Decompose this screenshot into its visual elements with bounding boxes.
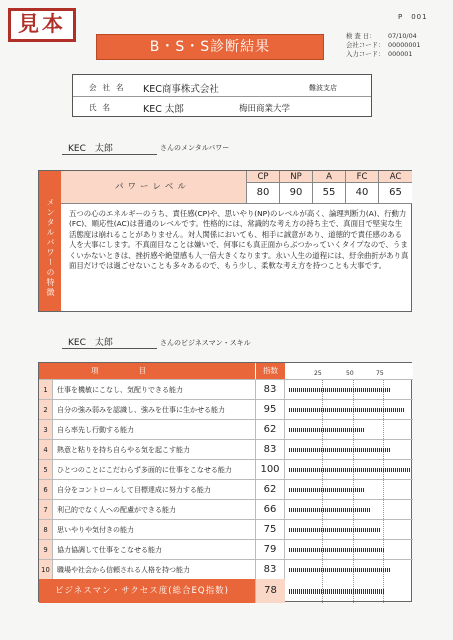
skill-row [39, 399, 413, 419]
skills-header-scale [285, 363, 413, 379]
skill-bar [289, 528, 381, 532]
school-name: 梅田商業大学 [239, 104, 291, 114]
skill-index-value: 83 [255, 380, 285, 400]
mental-section-title: さんのメンタルパワー [160, 144, 230, 152]
skill-number: 7 [39, 500, 53, 520]
mental-power-panel [38, 170, 412, 312]
report-title: B・S・S診断結果 [96, 34, 324, 60]
mental-person-name: KEC 太郎 [62, 141, 157, 155]
page-number: P 001 [398, 13, 428, 21]
power-header-cp: CP [247, 171, 280, 183]
total-eq-value: 78 [255, 579, 285, 603]
company-row [73, 77, 371, 97]
meta-label: 入力コード： [346, 50, 385, 58]
skill-number: 1 [39, 380, 53, 400]
meta-block [346, 32, 421, 59]
skill-index-value: 83 [255, 560, 285, 580]
total-eq-label: ビジネスマン・サクセス度(総合EQ指数) [39, 579, 255, 603]
skill-number: 5 [39, 460, 53, 480]
power-level-table [247, 171, 412, 203]
power-header-fc: FC [346, 171, 379, 183]
total-eq-row [39, 579, 413, 603]
meta-row-date [346, 32, 421, 41]
name-row [73, 97, 371, 117]
skills-section-title: さんのビジネスマン・スキル [160, 339, 251, 347]
skill-row [39, 379, 413, 399]
name-label: 氏名 [89, 103, 116, 112]
power-value-np: 90 [280, 183, 313, 203]
skill-row [39, 419, 413, 439]
skill-label: 思いやりや気付きの能力 [57, 526, 134, 534]
skill-index-value: 62 [255, 420, 285, 440]
power-value-fc: 40 [346, 183, 379, 203]
meta-label: 検 査 日： [346, 32, 376, 40]
skill-row [39, 559, 413, 579]
skill-number: 8 [39, 520, 53, 540]
scale-tick-75: 75 [376, 370, 384, 377]
skill-index-value: 62 [255, 480, 285, 500]
skill-index-value: 66 [255, 500, 285, 520]
skill-bar [289, 468, 411, 472]
skill-bar [289, 508, 370, 512]
sample-stamp: 見本 [8, 8, 76, 42]
mental-description: 五つの心のエネルギーのうち、責任感(CP)や、思いやり(NP)のレベルが高く、論理判断力(A)、行動力(FC)、順応性(AC)は普通のレベルです。性格的には、常識的な考え方の持ち主で、真面目で堅実な生活態度は崩れることがありません。対人関係においても、相手に誠意があり、道徳的で責任感のある人を大事にします。不真面目なことは嫌いで、何事にも真正面からぶつかっていくタイプなので、うまくいかないときは、挫折感や絶望感も人一倍大きくなります。永い人生の道程には、紆余曲折があり真面目だけでは過ごせないことも多々あるので、もう少し、柔軟な考え方を持つことも大事です。 [69, 209, 409, 271]
skill-index-value: 83 [255, 440, 285, 460]
skill-row [39, 499, 413, 519]
skills-person-name: KEC 太郎 [62, 335, 157, 349]
skill-row [39, 519, 413, 539]
skill-bar [289, 428, 365, 432]
skill-number: 2 [39, 400, 53, 420]
skill-label: 仕事を機敏にこなし、気配りできる能力 [57, 386, 183, 394]
skill-index-value: 95 [255, 400, 285, 420]
power-separator [61, 203, 412, 204]
meta-value: 00000001 [388, 41, 421, 49]
skill-label: 協力協調して仕事をこなせる能力 [57, 546, 162, 554]
power-header-a: A [313, 171, 346, 183]
skill-number: 3 [39, 420, 53, 440]
skills-header-index: 指数 [255, 363, 285, 379]
skill-index-value: 79 [255, 540, 285, 560]
total-eq-bar [289, 589, 384, 594]
skill-index-value: 75 [255, 520, 285, 540]
branch-name: 難波支店 [309, 84, 337, 92]
skills-header-item: 項目 [39, 363, 255, 379]
skill-label: 職場や社会から信頼される人格を持つ能力 [57, 566, 190, 574]
power-value-a: 55 [313, 183, 346, 203]
skill-bar [289, 448, 390, 452]
skill-number: 6 [39, 480, 53, 500]
power-value-ac: 65 [379, 183, 412, 203]
candidate-info-box [72, 74, 372, 117]
skill-number: 9 [39, 540, 53, 560]
power-header-np: NP [280, 171, 313, 183]
meta-row-company-code [346, 41, 421, 50]
skill-label: 自ら率先し行動する能力 [57, 426, 134, 434]
power-value-cp: 80 [247, 183, 280, 203]
meta-value: 07/10/04 [388, 32, 417, 40]
skill-label: 熱意と粘りを持ち自らやる気を起こす能力 [57, 446, 190, 454]
business-skills-table [38, 362, 412, 602]
power-header-ac: AC [379, 171, 412, 183]
skill-row [39, 539, 413, 559]
skill-number: 4 [39, 440, 53, 460]
person-name: KEC 太郎 [143, 104, 184, 115]
skill-label: ひとつのことにこだわらず多面的に仕事をこなせる能力 [57, 466, 232, 474]
skill-label: 自分をコントロールして目標達成に努力する能力 [57, 486, 211, 494]
mental-side-label: メンタルパワーの特徴 [39, 171, 61, 311]
meta-label: 会社コード： [346, 41, 385, 49]
meta-value: 000001 [388, 50, 413, 58]
skill-bar [289, 408, 405, 412]
skill-bar [289, 548, 385, 552]
meta-row-input-code [346, 50, 421, 59]
skill-bar [289, 488, 365, 492]
skill-bar [289, 568, 390, 572]
skill-row [39, 479, 413, 499]
skill-row [39, 459, 413, 479]
skill-label: 自分の強み弱みを認識し、強みを仕事に生かせる能力 [57, 406, 225, 414]
skill-label: 利己的でなく人への配慮ができる能力 [57, 506, 176, 514]
company-name: KEC商事株式会社 [143, 84, 219, 95]
company-label: 会社名 [89, 83, 130, 92]
skill-number: 10 [39, 560, 53, 580]
scale-tick-25: 25 [314, 370, 322, 377]
power-level-label: パワーレベル [61, 171, 247, 203]
scale-tick-50: 50 [346, 370, 354, 377]
skill-row [39, 439, 413, 459]
skill-index-value: 100 [255, 460, 285, 480]
skill-bar [289, 388, 390, 392]
